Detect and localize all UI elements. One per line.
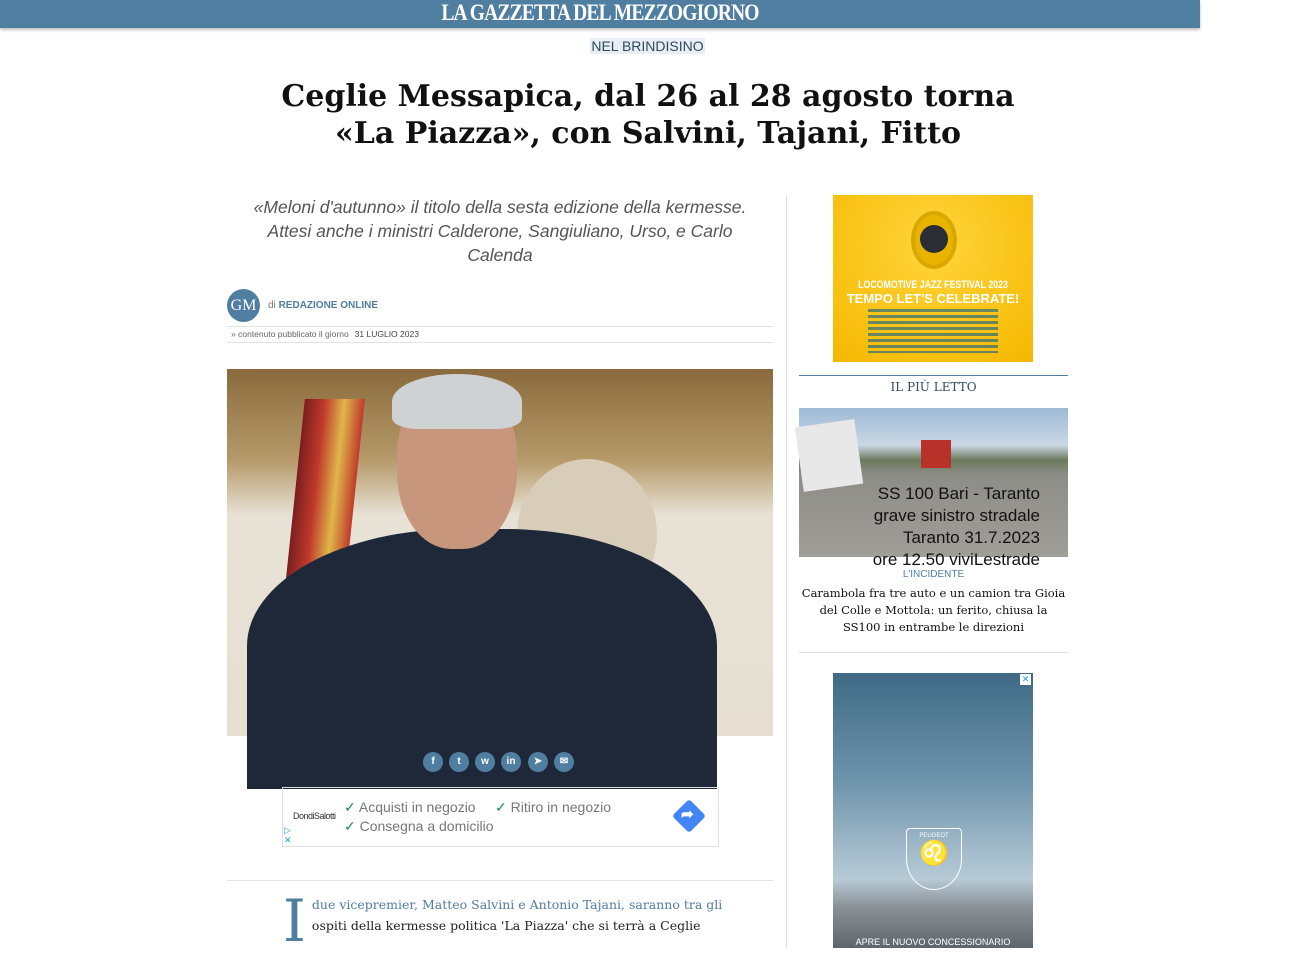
ad-title: LOCOMOTIVE JAZZ FESTIVAL 2023: [858, 279, 1008, 291]
peugeot-ad[interactable]: [833, 673, 1033, 948]
suit: [247, 529, 717, 789]
arrow-icon: ➦: [681, 806, 694, 823]
ad-close-icon[interactable]: ✕: [284, 835, 292, 845]
peugeot-shield-icon: PEUGEOT ♌: [906, 828, 962, 890]
check-icon: ✓: [344, 799, 359, 815]
article-photo[interactable]: [227, 369, 773, 736]
ad-subtitle: TEMPO LET'S CELEBRATE!: [846, 291, 1020, 306]
jazz-festival-ad[interactable]: [833, 195, 1033, 362]
truck: [795, 419, 863, 492]
twitter-icon[interactable]: t: [449, 752, 469, 772]
facebook-icon[interactable]: f: [423, 752, 443, 772]
publish-date: 31 LUGLIO 2023: [354, 329, 419, 339]
caption-line: ore 12.50 viviLestrade: [872, 550, 1040, 569]
caption-line: SS 100 Bari - Taranto: [877, 484, 1040, 503]
article-title: Ceglie Messapica, dal 26 al 28 agosto torna «La Piazza», con Salvini, Tajani, Fitto: [281, 79, 1015, 151]
lineup-text: [868, 309, 998, 353]
most-read-heading: IL PIÙ LETTO: [799, 375, 1068, 394]
publish-info: [231, 329, 419, 339]
site-logo[interactable]: LA GAZZETTA DEL MEZZOGIORNO: [441, 0, 759, 25]
inline-ad[interactable]: [282, 787, 719, 847]
fire-truck: [921, 440, 951, 468]
publish-label: » contenuto pubblicato il giorno: [231, 329, 349, 339]
caption-line: Taranto 31.7.2023: [902, 528, 1040, 547]
whatsapp-icon[interactable]: w: [475, 752, 495, 772]
category-label[interactable]: [0, 38, 1295, 54]
author-prefix: di: [268, 300, 276, 311]
news-label: L'INCIDENTE: [902, 569, 965, 580]
ad-brand: PEUGEOT: [919, 833, 949, 839]
clock-speaker-icon: [911, 211, 957, 269]
drop-cap: I: [283, 887, 306, 955]
check-icon: ✓: [495, 799, 511, 815]
ad-item: [344, 818, 493, 835]
divider: [227, 880, 773, 881]
most-read-image[interactable]: [799, 408, 1068, 569]
ad-item-text: Acquisti in negozio: [358, 799, 476, 815]
caption-line: grave sinistro stradale: [873, 506, 1040, 525]
image-caption: [873, 483, 1040, 571]
telegram-icon[interactable]: ➤: [528, 752, 548, 772]
hair: [392, 374, 522, 429]
author-avatar: GM: [227, 289, 260, 322]
check-icon: ✓: [344, 818, 360, 834]
ad-close-icon[interactable]: ✕: [1021, 674, 1030, 684]
author-line: [268, 300, 378, 311]
body-lead: due vicepremier, Matteo Salvini e Antonio Tajani, saranno tra gli: [311, 897, 723, 912]
author-link[interactable]: REDAZIONE ONLINE: [278, 300, 379, 311]
body-text: ospiti della kermesse politica 'La Piazza' che si terrà a Ceglie: [311, 918, 701, 933]
category-link[interactable]: NEL BRINDISINO: [591, 38, 704, 54]
divider: [227, 326, 773, 327]
linkedin-icon[interactable]: in: [501, 752, 521, 772]
article-subtitle: «Meloni d'autunno» il titolo della sesta edizione della kermesse. Attesi anche i ministri Calderone, Sangiuliano, Urso, e Carlo Calenda: [253, 197, 747, 265]
ad-brand: DondiSalotti: [293, 811, 336, 821]
divider: [799, 652, 1068, 653]
email-icon[interactable]: ✉: [554, 752, 574, 772]
ad-item-text: Consegna a domicilio: [359, 818, 494, 834]
ad-item: [344, 799, 476, 816]
divider: [227, 342, 773, 343]
adchoices-icon[interactable]: ▷: [284, 825, 291, 835]
article-body: [283, 887, 743, 955]
ad-item: [495, 799, 611, 816]
column-divider: [786, 195, 787, 948]
ad-caption: APRE IL NUOVO CONCESSIONARIO: [855, 937, 1011, 947]
ad-item-text: Ritiro in negozio: [510, 799, 612, 815]
news-headline[interactable]: Carambola fra tre auto e un camion tra Gioia del Colle e Mottola: un ferito, chiusa la SS100 in entrambe le direzioni: [801, 586, 1066, 634]
